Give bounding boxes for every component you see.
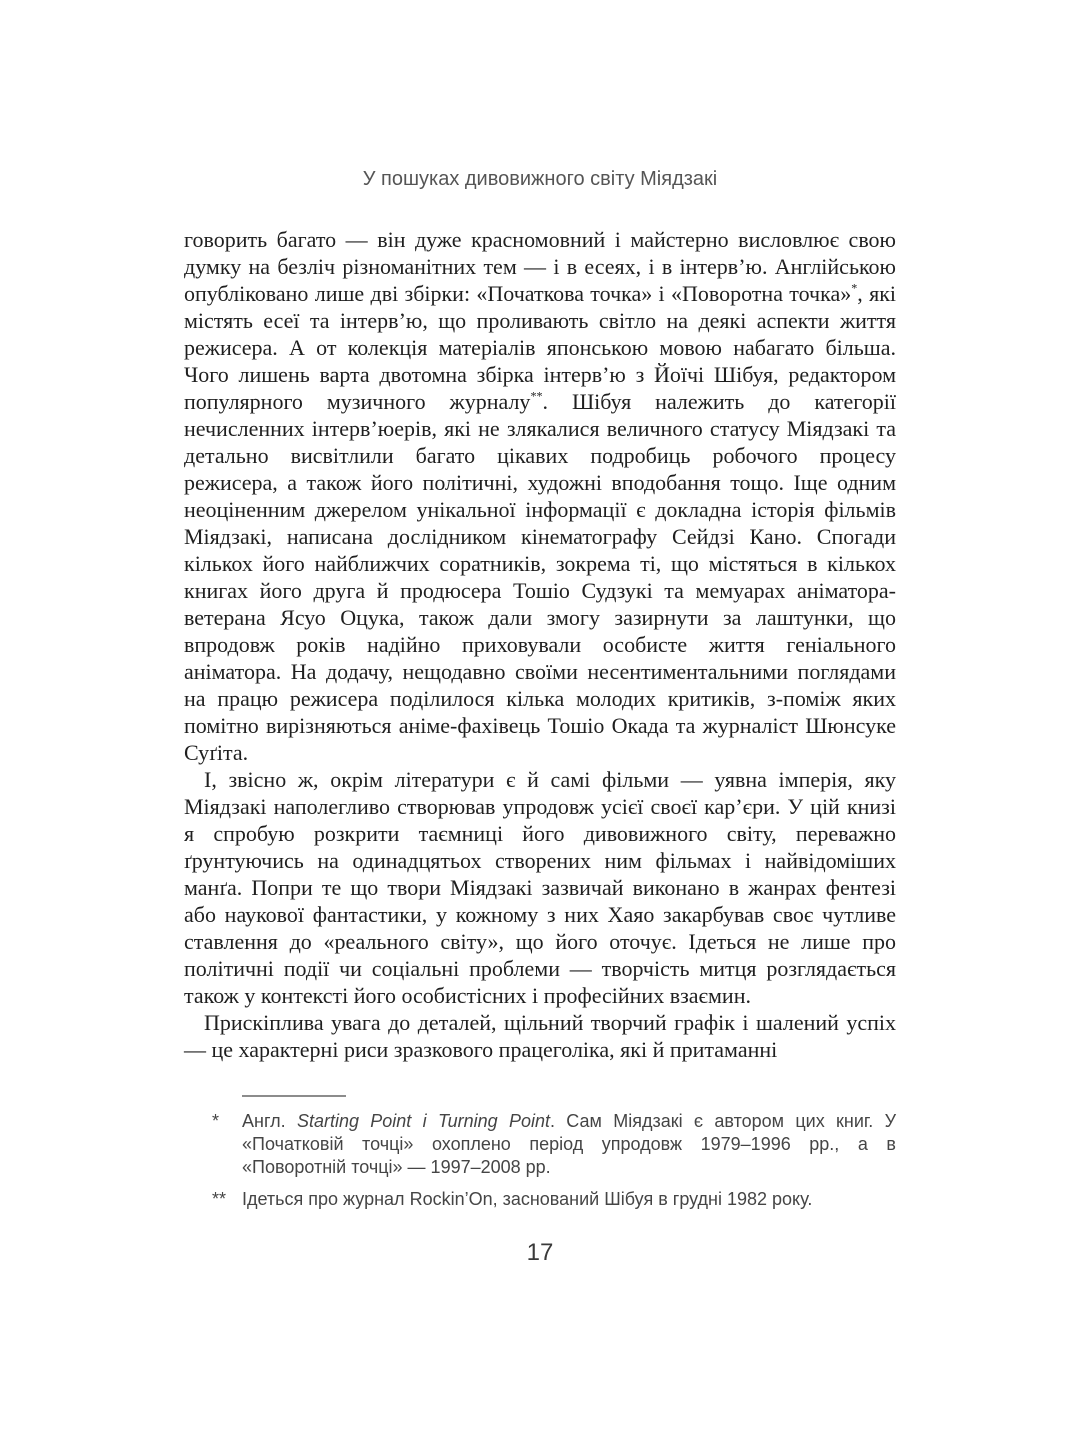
footnotes <box>184 1095 896 1220</box>
text-segment: Англ. <box>242 1111 297 1131</box>
paragraph <box>184 226 896 766</box>
footnote-divider <box>242 1095 346 1097</box>
footnote-ref: ** <box>530 389 543 404</box>
text-segment: , які містять есеї та інтерв’ю, що проливають світло на деякі аспекти життя режисера. А от колекція матеріалів японською мовою набагато більша. Чого лишень варта двотомна збірка інтерв’ю з Йоїчі Шібуя, редактором популярного музичного журналу <box>184 281 896 414</box>
paragraph <box>184 1009 896 1063</box>
footnote-ref: * <box>851 281 858 296</box>
text-segment: . Сам Міядзакі є автором цих книг. У «Початковій точці» охоплено період упродовж 1979–1996 рр., а в «Поворотній точці» — 1997–2008 рр. <box>242 1111 896 1177</box>
footnote-text <box>242 1188 896 1211</box>
footnote <box>184 1110 896 1179</box>
text-segment: Прискіплива увага до деталей, щільний творчий графік і шалений успіх — це характерні риси зразкового працеголіка, які й притаманні <box>184 1010 896 1062</box>
body-text <box>184 226 896 1063</box>
footnote-marker: * <box>212 1111 220 1131</box>
text-segment: Starting Point і Turning Point <box>296 1111 550 1131</box>
text-segment: говорить багато — він дуже красномовний і майстерно висловлює свою думку на безліч різноманітних тем — і в есеях, і в інтерв’ю. Англійською опубліковано лише дві збірки: «Початкова точка» і «Поворотна точка» <box>184 227 896 306</box>
text-segment: І, звісно ж, окрім літератури є й самі фільми — уявна імперія, яку Міядзакі наполегливо створював упродовж усієї своєї кар’єри. У цій книзі я спробую розкрити таємниці його дивовижного світу, переважно ґрунтуючись на одинадцятьох створених ним фільмах і найвідоміших манґа. Попри те що твори Міядзакі зазвичай виконано в жанрах фентезі або наукової фантастики, у кожному з них Хаяо закарбував своє чутливе ставлення до «реального світу», що його оточує. Ідеться не лише про політичні події чи соціальні проблеми — творчість митця розглядається також у контексті його особистісних і професійних взаємин. <box>184 767 896 1008</box>
running-header: У пошуках дивовижного світу Міядзакі <box>362 168 718 190</box>
page-number: 17 <box>526 1239 554 1266</box>
footnote <box>184 1188 896 1211</box>
text-segment: . Шібуя належить до категорії нечисленних інтерв’юерів, які не злякалися величного статусу Міядзакі та детально висвітлили багато цікавих подробиць робочого процесу режисера, а також його політичні, художні вподобання тощо. Іще одним неоціненним джерелом унікальної інформації є докладна історія фільмів Міядзакі, написана дослідником кінематографу Сейдзі Кано. Спогади кількох його найближчих соратників, зокрема ті, що містяться в кількох книгах його друга й продюсера Тошіо Судзукі та мемуарах аніматора-ветерана Ясуо Оцука, також дали змогу зазирнути за лаштунки, що впродовж років надійно приховували особисте життя геніального аніматора. На додачу, нещодавно своїми несентиментальними поглядами на працю режисера поділилося кілька молодих критиків, з-поміж яких помітно вирізняються аніме-фахівець Тошіо Окада та журналіст Шюнсуке Суґіта. <box>184 389 896 765</box>
text-segment: Ідеться про журнал Rockin’On, заснований Шібуя в грудні 1982 року. <box>242 1189 813 1209</box>
footnote-marker: ** <box>212 1189 227 1209</box>
footnote-text <box>242 1110 896 1179</box>
footnote-items <box>184 1110 896 1211</box>
paragraph <box>184 766 896 1009</box>
